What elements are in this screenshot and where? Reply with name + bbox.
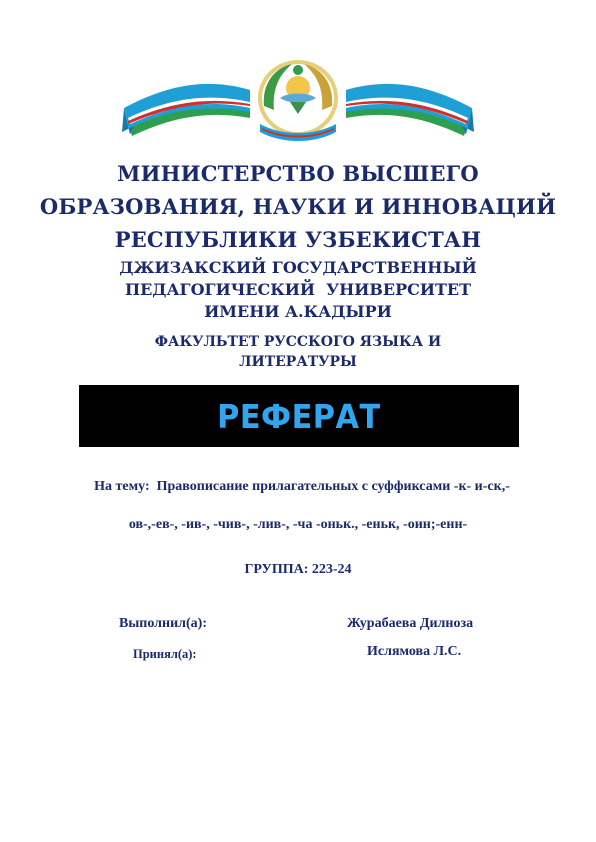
university-name: [0, 257, 596, 323]
topic-line-1: На тему: Правописание прилагательных с суффиксами -к- и-ск,-: [94, 479, 510, 494]
university-line: ПЕДАГОГИЧЕСКИЙ УНИВЕРСИТЕТ: [124, 280, 471, 299]
uzbekistan-emblem-with-flag-ribbon-icon: [122, 58, 474, 144]
faculty-name: [0, 332, 596, 372]
ministry-line: МИНИСТЕРСТВО ВЫСШЕГО: [117, 161, 479, 186]
ministry-name: [0, 157, 596, 256]
ministry-line: ОБРАЗОВАНИЯ, НАУКИ И ИННОВАЦИЙ: [39, 194, 557, 219]
document-title: РЕФЕРАТ: [217, 396, 381, 436]
performed-by-label: Выполнил(а):: [119, 616, 207, 631]
accepted-by-name: Ислямова Л.С.: [367, 644, 462, 659]
ministry-line: РЕСПУБЛИКИ УЗБЕКИСТАН: [114, 227, 482, 252]
university-line: ИМЕНИ А.КАДЫРИ: [204, 302, 392, 321]
accepted-by-label: Принял(а):: [133, 647, 197, 661]
group-number: ГРУППА: 223-24: [244, 562, 352, 577]
title-banner: [79, 385, 519, 447]
university-line: ДЖИЗАКСКИЙ ГОСУДАРСТВЕННЫЙ: [119, 258, 477, 277]
faculty-line: ФАКУЛЬТЕТ РУССКОГО ЯЗЫКА И: [154, 334, 442, 350]
performed-by-name: Журабаева Дилноза: [347, 616, 474, 631]
topic-line-2: ов-,-ев-, -ив-, -чив-, -лив-, -ча -оньк., -еньк, -оин;-енн-: [128, 517, 468, 532]
faculty-line: ЛИТЕРАТУРЫ: [239, 354, 357, 370]
